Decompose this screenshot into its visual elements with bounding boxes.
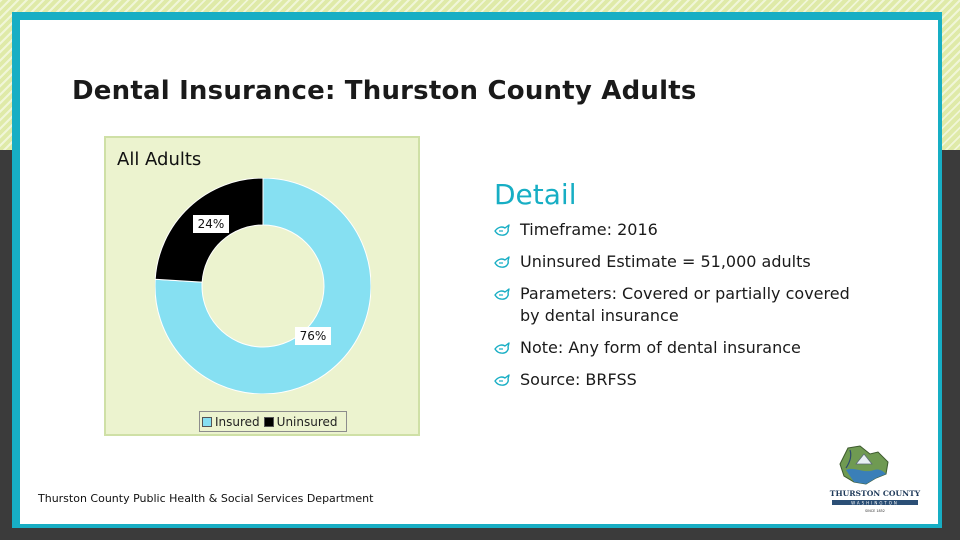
detail-bullet: [494, 283, 854, 327]
detail-heading: Detail: [494, 178, 577, 211]
legend-label-uninsured: Uninsured: [276, 414, 338, 429]
dove-icon: [494, 283, 520, 305]
data-label-text: 76%: [299, 329, 327, 343]
bullet-text: Note: Any form of dental insurance: [520, 338, 801, 357]
chart-legend: [199, 411, 347, 432]
thurston-county-logo: [826, 444, 924, 516]
detail-bullet: [494, 251, 854, 273]
bullet-text: Source: BRFSS: [520, 370, 637, 389]
legend-item-insured: [202, 415, 260, 429]
detail-bullet: [494, 369, 854, 391]
data-label-insured: [295, 327, 331, 345]
svg-text:SINCE 1852: SINCE 1852: [865, 509, 885, 513]
detail-bullet: [494, 219, 854, 241]
data-label-uninsured: [193, 215, 229, 233]
detail-bullet-list: [494, 219, 854, 391]
slide-title: Dental Insurance: Thurston County Adults: [72, 76, 697, 106]
detail-bullet: [494, 337, 854, 359]
svg-text:WASHINGTON: WASHINGTON: [851, 500, 899, 506]
legend-item-uninsured: [264, 415, 338, 429]
dove-icon: [494, 369, 520, 391]
svg-text:THURSTON COUNTY: THURSTON COUNTY: [829, 489, 921, 498]
chart-title: All Adults: [117, 149, 202, 170]
bullet-text: Timeframe: 2016: [520, 220, 658, 239]
footer-department: Thurston County Public Health & Social Services Department: [38, 492, 374, 505]
data-label-text: 24%: [197, 217, 225, 231]
dove-icon: [494, 337, 520, 359]
legend-swatch-insured: [202, 417, 212, 427]
legend-swatch-uninsured: [264, 417, 274, 427]
dove-icon: [494, 251, 520, 273]
bullet-text: Parameters: Covered or partially covered by dental insurance: [520, 284, 850, 325]
bullet-text: Uninsured Estimate = 51,000 adults: [520, 252, 811, 271]
donut-chart: [155, 178, 371, 394]
legend-label-insured: Insured: [215, 414, 260, 429]
dove-icon: [494, 219, 520, 241]
